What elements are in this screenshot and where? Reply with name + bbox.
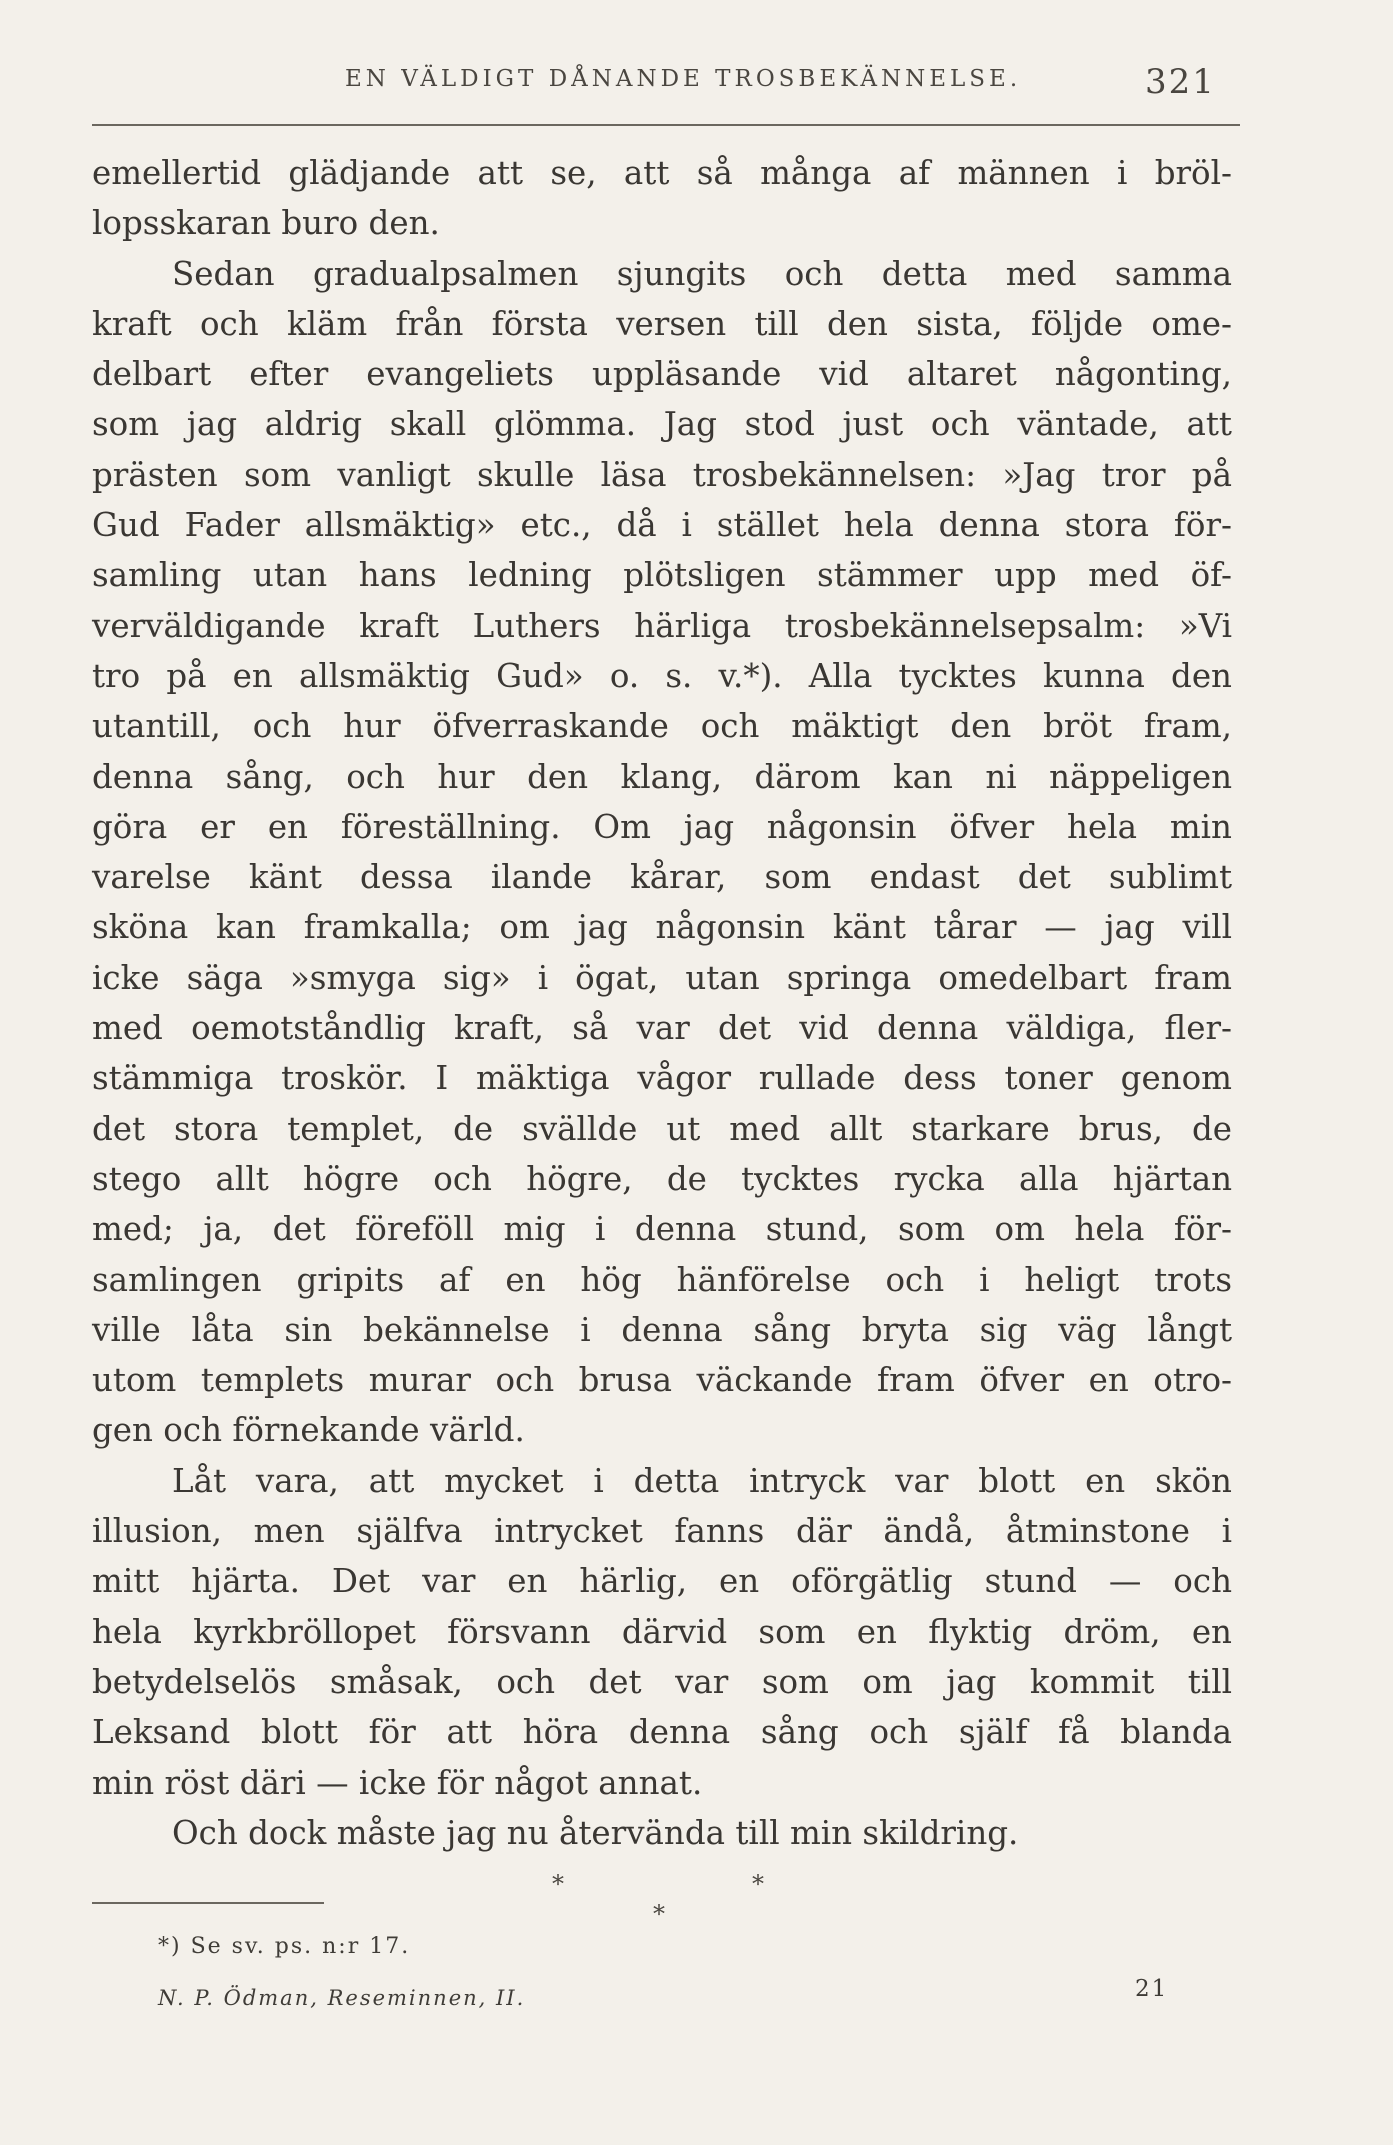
signature-line: N. P. Ödman, Reseminnen, II. (158, 1986, 526, 2010)
text-line: kraft och kläm från första versen till den sista, följde ome- (92, 304, 1232, 343)
sheet-number: 21 (1135, 1976, 1169, 2002)
text-line: delbart efter evangeliets uppläsande vid altaret någonting, (92, 355, 1232, 394)
text-line: med oemotståndlig kraft, så var det vid denna väldiga, fler- (92, 1009, 1232, 1048)
text-line: med; ja, det föreföll mig i denna stund, som om hela för- (92, 1210, 1232, 1249)
footnote: *) Se sv. ps. n:r 17. (158, 1934, 411, 1959)
text-line: gen och förnekande värld. (92, 1411, 525, 1450)
text-line: Leksand blott för att höra denna sång och själf få blanda (92, 1713, 1232, 1752)
header-rule (92, 124, 1240, 126)
text-line: Sedan gradualpsalmen sjungits och detta med samma (172, 254, 1232, 293)
section-separator (0, 1870, 1393, 1940)
text-line: mitt hjärta. Det var en härlig, en oförgätlig stund — och (92, 1562, 1232, 1601)
running-head (0, 58, 1393, 108)
text-line: Och dock måste jag nu återvända till min skildring. (172, 1813, 1019, 1852)
separator-star: * (552, 1870, 564, 1898)
text-line: det stora templet, de svällde ut med allt starkare brus, de (92, 1109, 1232, 1148)
text-line: icke säga »smyga sig» i ögat, utan springa omedelbart fram (92, 958, 1232, 997)
body-text (92, 148, 1232, 1858)
text-line: göra er en föreställning. Om jag någonsin öfver hela min (92, 807, 1232, 846)
text-line: samlingen gripits af en hög hänförelse och i heligt trots (92, 1260, 1232, 1299)
text-line: lopsskaran buro den. (92, 204, 440, 243)
separator-star: * (653, 1900, 665, 1928)
text-line: min röst däri — icke för något annat. (92, 1763, 703, 1802)
running-title: EN VÄLDIGT DÅNANDE TROSBEKÄNNELSE. (345, 66, 1022, 92)
text-line: illusion, men själfva intrycket fanns där ändå, åtminstone i (92, 1512, 1232, 1551)
text-line: emellertid glädjande att se, att så många af männen i bröl- (92, 154, 1232, 192)
page-number: 321 (1145, 62, 1216, 102)
text-line: utom templets murar och brusa väckande fram öfver en otro- (92, 1361, 1232, 1400)
text-line: varelse känt dessa ilande kårar, som endast det sublimt (92, 858, 1232, 897)
text-line: stämmiga troskör. I mäktiga vågor rullade dess toner genom (92, 1059, 1232, 1098)
text-line: utantill, och hur öfverraskande och mäktigt den bröt fram, (92, 707, 1232, 746)
text-line: tro på en allsmäktig Gud» o. s. v.*). Alla tycktes kunna den (92, 656, 1232, 695)
text-line: Gud Fader allsmäktig» etc., då i stället hela denna stora för- (92, 506, 1232, 545)
text-line: samling utan hans ledning plötsligen stämmer upp med öf- (92, 556, 1232, 595)
text-line: som jag aldrig skall glömma. Jag stod just och väntade, att (92, 405, 1232, 444)
text-line: prästen som vanligt skulle läsa trosbekännelsen: »Jag tror på (92, 455, 1232, 494)
separator-star: * (752, 1870, 764, 1898)
text-line: denna sång, och hur den klang, därom kan ni näppeligen (92, 757, 1232, 796)
text-line: betydelselös småsak, och det var som om jag kommit till (92, 1662, 1232, 1701)
text-line: hela kyrkbröllopet försvann därvid som en flyktig dröm, en (92, 1612, 1232, 1651)
text-line: sköna kan framkalla; om jag någonsin känt tårar — jag vill (92, 908, 1232, 947)
text-line: stego allt högre och högre, de tycktes rycka alla hjärtan (92, 1159, 1232, 1198)
footnote-rule (92, 1902, 324, 1904)
text-line: ville låta sin bekännelse i denna sång bryta sig väg långt (92, 1310, 1232, 1349)
text-line: Låt vara, att mycket i detta intryck var blott en skön (172, 1461, 1232, 1500)
text-line: verväldigande kraft Luthers härliga trosbekännelsepsalm: »Vi (92, 606, 1232, 645)
